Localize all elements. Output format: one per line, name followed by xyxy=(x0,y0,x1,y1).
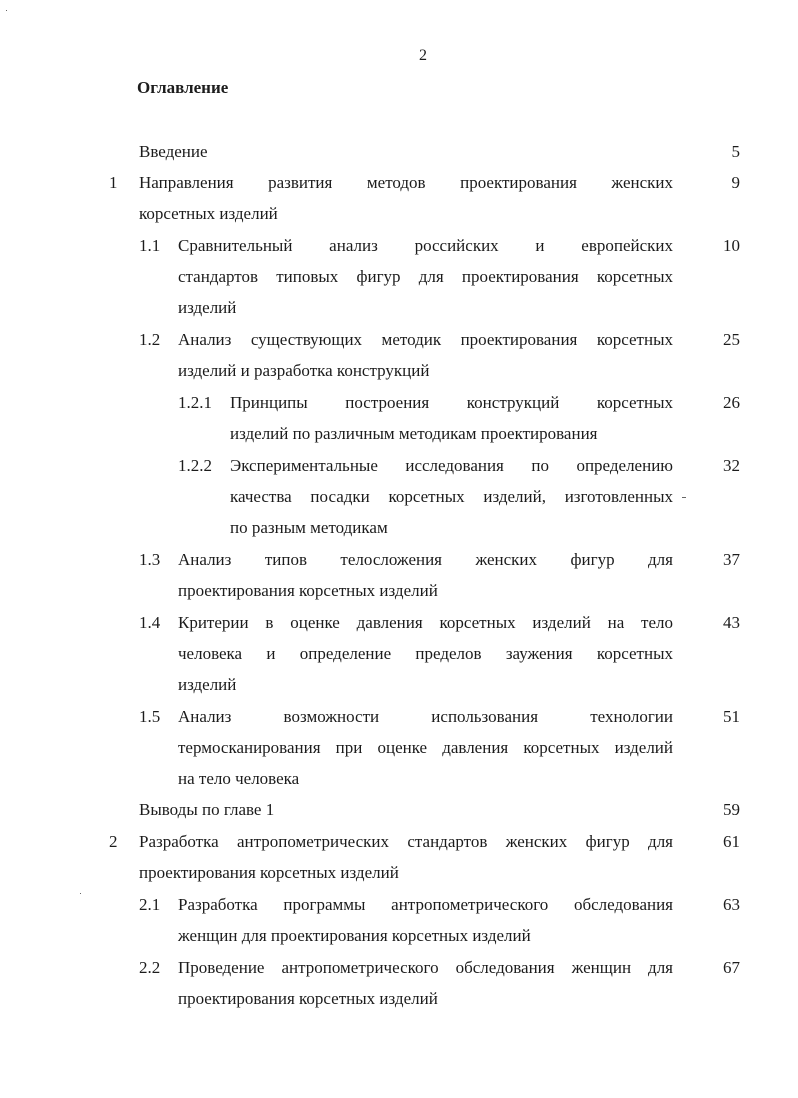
toc-entry-page: 9 xyxy=(731,173,740,192)
toc-entry-number: 2.2 xyxy=(139,958,161,977)
toc-entry-line: термосканирования при оценке давления корсетных изделий xyxy=(178,738,673,757)
toc-entry-number: 1.2.2 xyxy=(178,456,212,475)
toc-entry-line: изделий xyxy=(178,298,237,317)
toc-entry-text xyxy=(178,324,673,386)
toc-entry-page: 51 xyxy=(723,707,740,726)
toc-entry-line: Экспериментальные исследования по определению xyxy=(230,456,673,475)
scan-mark xyxy=(682,497,686,498)
toc-entry-line: изделий по различным методикам проектирования xyxy=(230,424,598,443)
toc-entry-line: Анализ существующих методик проектирования корсетных xyxy=(178,330,673,349)
toc-entry-text xyxy=(230,387,673,449)
toc-entry-text xyxy=(178,701,673,794)
toc-entry-number: 1.2 xyxy=(139,330,161,349)
toc-entry-text xyxy=(139,826,673,888)
toc-entry-line: Введение xyxy=(139,142,208,161)
toc-entry-line: изделий xyxy=(178,675,237,694)
page-number: 2 xyxy=(419,47,427,64)
toc-entry-number: 1.1 xyxy=(139,236,161,255)
toc-entry-line: Разработка антропометрических стандартов женских фигур для xyxy=(139,832,673,851)
toc-entry-line: на тело человека xyxy=(178,769,300,788)
toc-entry-number: 1 xyxy=(109,173,118,192)
toc-entry-line: человека и определение пределов заужения корсетных xyxy=(178,644,673,663)
toc-entry-text xyxy=(230,450,673,543)
toc-entry-line: проектирования корсетных изделий xyxy=(178,989,438,1008)
toc-entry-line: Критерии в оценке давления корсетных изделий на тело xyxy=(178,613,673,632)
toc-entry-page: 63 xyxy=(723,895,740,914)
toc-entry-text xyxy=(139,136,673,167)
toc-entry-text xyxy=(178,889,673,951)
toc-entry-number: 1.3 xyxy=(139,550,161,569)
toc-entry-line: проектирования корсетных изделий xyxy=(139,863,399,882)
toc-entry-page: 67 xyxy=(723,958,740,977)
scan-mark xyxy=(6,10,7,11)
toc-entry-page: 37 xyxy=(723,550,740,569)
toc-entry-page: 32 xyxy=(723,456,740,475)
toc-entry-line: Выводы по главе 1 xyxy=(139,800,275,819)
toc-entry-line: Сравнительный анализ российских и европейских xyxy=(178,236,673,255)
toc-entry-line: Анализ типов телосложения женских фигур для xyxy=(178,550,673,569)
toc-entry-number: 2.1 xyxy=(139,895,161,914)
toc-title: Оглавление xyxy=(137,78,229,97)
toc-entry-line: проектирования корсетных изделий xyxy=(178,581,438,600)
toc-entry-number: 1.2.1 xyxy=(178,393,212,412)
toc-entry-page: 59 xyxy=(723,800,740,819)
toc-entry-text xyxy=(139,167,673,229)
toc-entry-line: качества посадки корсетных изделий, изготовленных xyxy=(230,487,673,506)
toc-entry-line: Разработка программы антропометрического обследования xyxy=(178,895,673,914)
toc-entry-text xyxy=(178,544,673,606)
toc-entry-line: стандартов типовых фигур для проектирования корсетных xyxy=(178,267,673,286)
toc-entry-line: Направления развития методов проектирования женских xyxy=(139,173,673,192)
toc-entry-line: женщин для проектирования корсетных изделий xyxy=(178,926,531,945)
toc-entry-page: 61 xyxy=(723,832,740,851)
toc-entry-page: 5 xyxy=(731,142,740,161)
toc-entry-page: 25 xyxy=(723,330,740,349)
toc-entry-line: изделий и разработка конструкций xyxy=(178,361,430,380)
toc-entry-text xyxy=(178,952,673,1014)
toc-entry-page: 26 xyxy=(723,393,740,412)
toc-entry-text xyxy=(178,607,673,700)
toc-entry-page: 10 xyxy=(723,236,740,255)
toc-entry-line: Принципы построения конструкций корсетных xyxy=(230,393,673,412)
toc-entry-line: Проведение антропометрического обследования женщин для xyxy=(178,958,673,977)
toc-entry-text xyxy=(178,230,673,323)
toc-entry-line: корсетных изделий xyxy=(139,204,278,223)
toc-entry-number: 1.4 xyxy=(139,613,161,632)
scan-mark xyxy=(80,893,81,894)
toc-entry-page: 43 xyxy=(723,613,740,632)
toc-entry-number: 2 xyxy=(109,832,118,851)
toc-entry-number: 1.5 xyxy=(139,707,161,726)
toc-entry-line: по разным методикам xyxy=(230,518,388,537)
toc-entry-line: Анализ возможности использования технологии xyxy=(178,707,673,726)
toc-entry-text xyxy=(139,794,673,825)
